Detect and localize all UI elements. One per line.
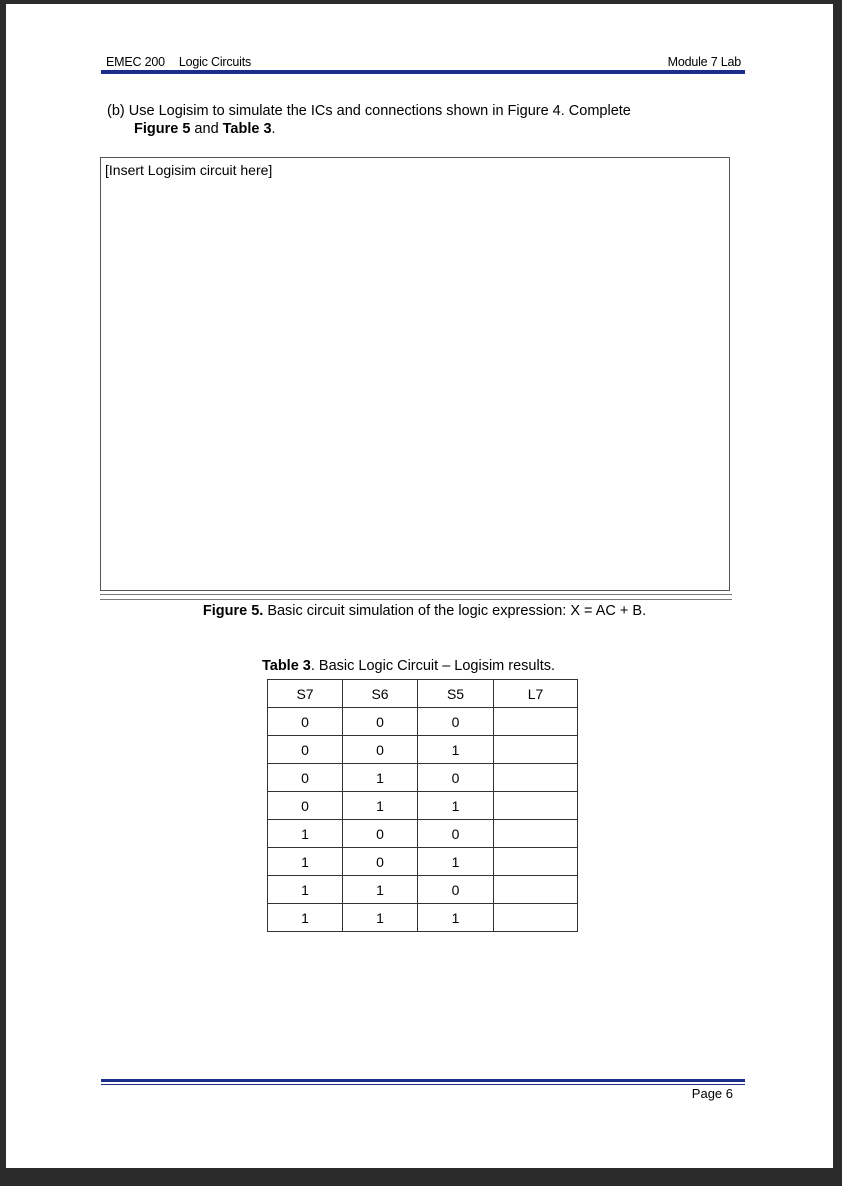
- instruction-line2: [107, 120, 747, 138]
- cell-l7[interactable]: [494, 904, 578, 932]
- cell-s6: 1: [343, 764, 418, 792]
- cell-s5: 1: [418, 904, 494, 932]
- table-row: [268, 708, 578, 736]
- table-caption-label: Table 3: [261, 658, 311, 674]
- cell-s6: 1: [343, 904, 418, 932]
- footer-rule: [101, 1079, 745, 1082]
- cell-s7: 0: [268, 792, 343, 820]
- cell-l7[interactable]: [494, 848, 578, 876]
- table-row: [268, 848, 578, 876]
- cell-s5: 0: [418, 708, 494, 736]
- instruction-line1: (b) Use Logisim to simulate the ICs and connections shown in Figure 4. Complete: [107, 103, 631, 119]
- cell-s6: 1: [343, 876, 418, 904]
- cell-s6: 0: [343, 820, 418, 848]
- cell-s5: 1: [418, 736, 494, 764]
- instruction-period: .: [271, 121, 276, 137]
- cell-s5: 0: [418, 764, 494, 792]
- cell-l7[interactable]: [494, 736, 578, 764]
- instruction-figure-ref: Figure 5: [134, 121, 191, 137]
- cell-l7[interactable]: [494, 792, 578, 820]
- cell-s7: 1: [268, 876, 343, 904]
- table-row: [268, 876, 578, 904]
- cell-s5: 0: [418, 876, 494, 904]
- header-subject: Logic Circuits: [178, 55, 252, 69]
- cell-l7[interactable]: [494, 708, 578, 736]
- header-s7: S7: [268, 680, 343, 708]
- box-bottom-border: [100, 594, 732, 600]
- cell-s6: 1: [343, 792, 418, 820]
- cell-l7[interactable]: [494, 876, 578, 904]
- cell-s7: 1: [268, 848, 343, 876]
- table-row: [268, 904, 578, 932]
- instruction-and: and: [190, 121, 223, 137]
- header-s5: S5: [418, 680, 494, 708]
- header-course: EMEC 200: [106, 55, 165, 69]
- figure-caption-text: Basic circuit simulation of the logic expression: X = AC + B.: [263, 603, 647, 619]
- cell-s7: 0: [268, 736, 343, 764]
- cell-s6: 0: [343, 736, 418, 764]
- table-row: [268, 820, 578, 848]
- cell-s5: 0: [418, 820, 494, 848]
- table-header-row: [268, 680, 578, 708]
- header-s6: S6: [343, 680, 418, 708]
- table-caption-text: . Basic Logic Circuit – Logisim results.: [310, 658, 556, 674]
- figure-caption-label: Figure 5.: [202, 603, 264, 619]
- cell-l7[interactable]: [494, 764, 578, 792]
- cell-s6: 0: [343, 708, 418, 736]
- figure-caption: [6, 603, 833, 619]
- circuit-placeholder-box[interactable]: [100, 157, 730, 591]
- table-row: [268, 792, 578, 820]
- cell-s7: 1: [268, 820, 343, 848]
- header-l7: L7: [494, 680, 578, 708]
- cell-s5: 1: [418, 792, 494, 820]
- cell-s7: 0: [268, 708, 343, 736]
- truth-table: [267, 679, 578, 932]
- table-caption: [6, 658, 833, 674]
- cell-s6: 0: [343, 848, 418, 876]
- header-rule: [101, 70, 745, 74]
- document-page: [6, 4, 833, 1168]
- table-row: [268, 764, 578, 792]
- table-row: [268, 736, 578, 764]
- cell-s7: 1: [268, 904, 343, 932]
- cell-s5: 1: [418, 848, 494, 876]
- footer-rule-thin: [101, 1084, 745, 1085]
- cell-l7[interactable]: [494, 820, 578, 848]
- placeholder-text: [Insert Logisim circuit here]: [105, 162, 273, 178]
- cell-s7: 0: [268, 764, 343, 792]
- header-left: [106, 55, 251, 69]
- page-number: Page 6: [691, 1086, 733, 1101]
- instruction-table-ref: Table 3: [222, 121, 272, 137]
- instruction-text: [107, 102, 747, 138]
- header-module: Module 7 Lab: [667, 55, 741, 69]
